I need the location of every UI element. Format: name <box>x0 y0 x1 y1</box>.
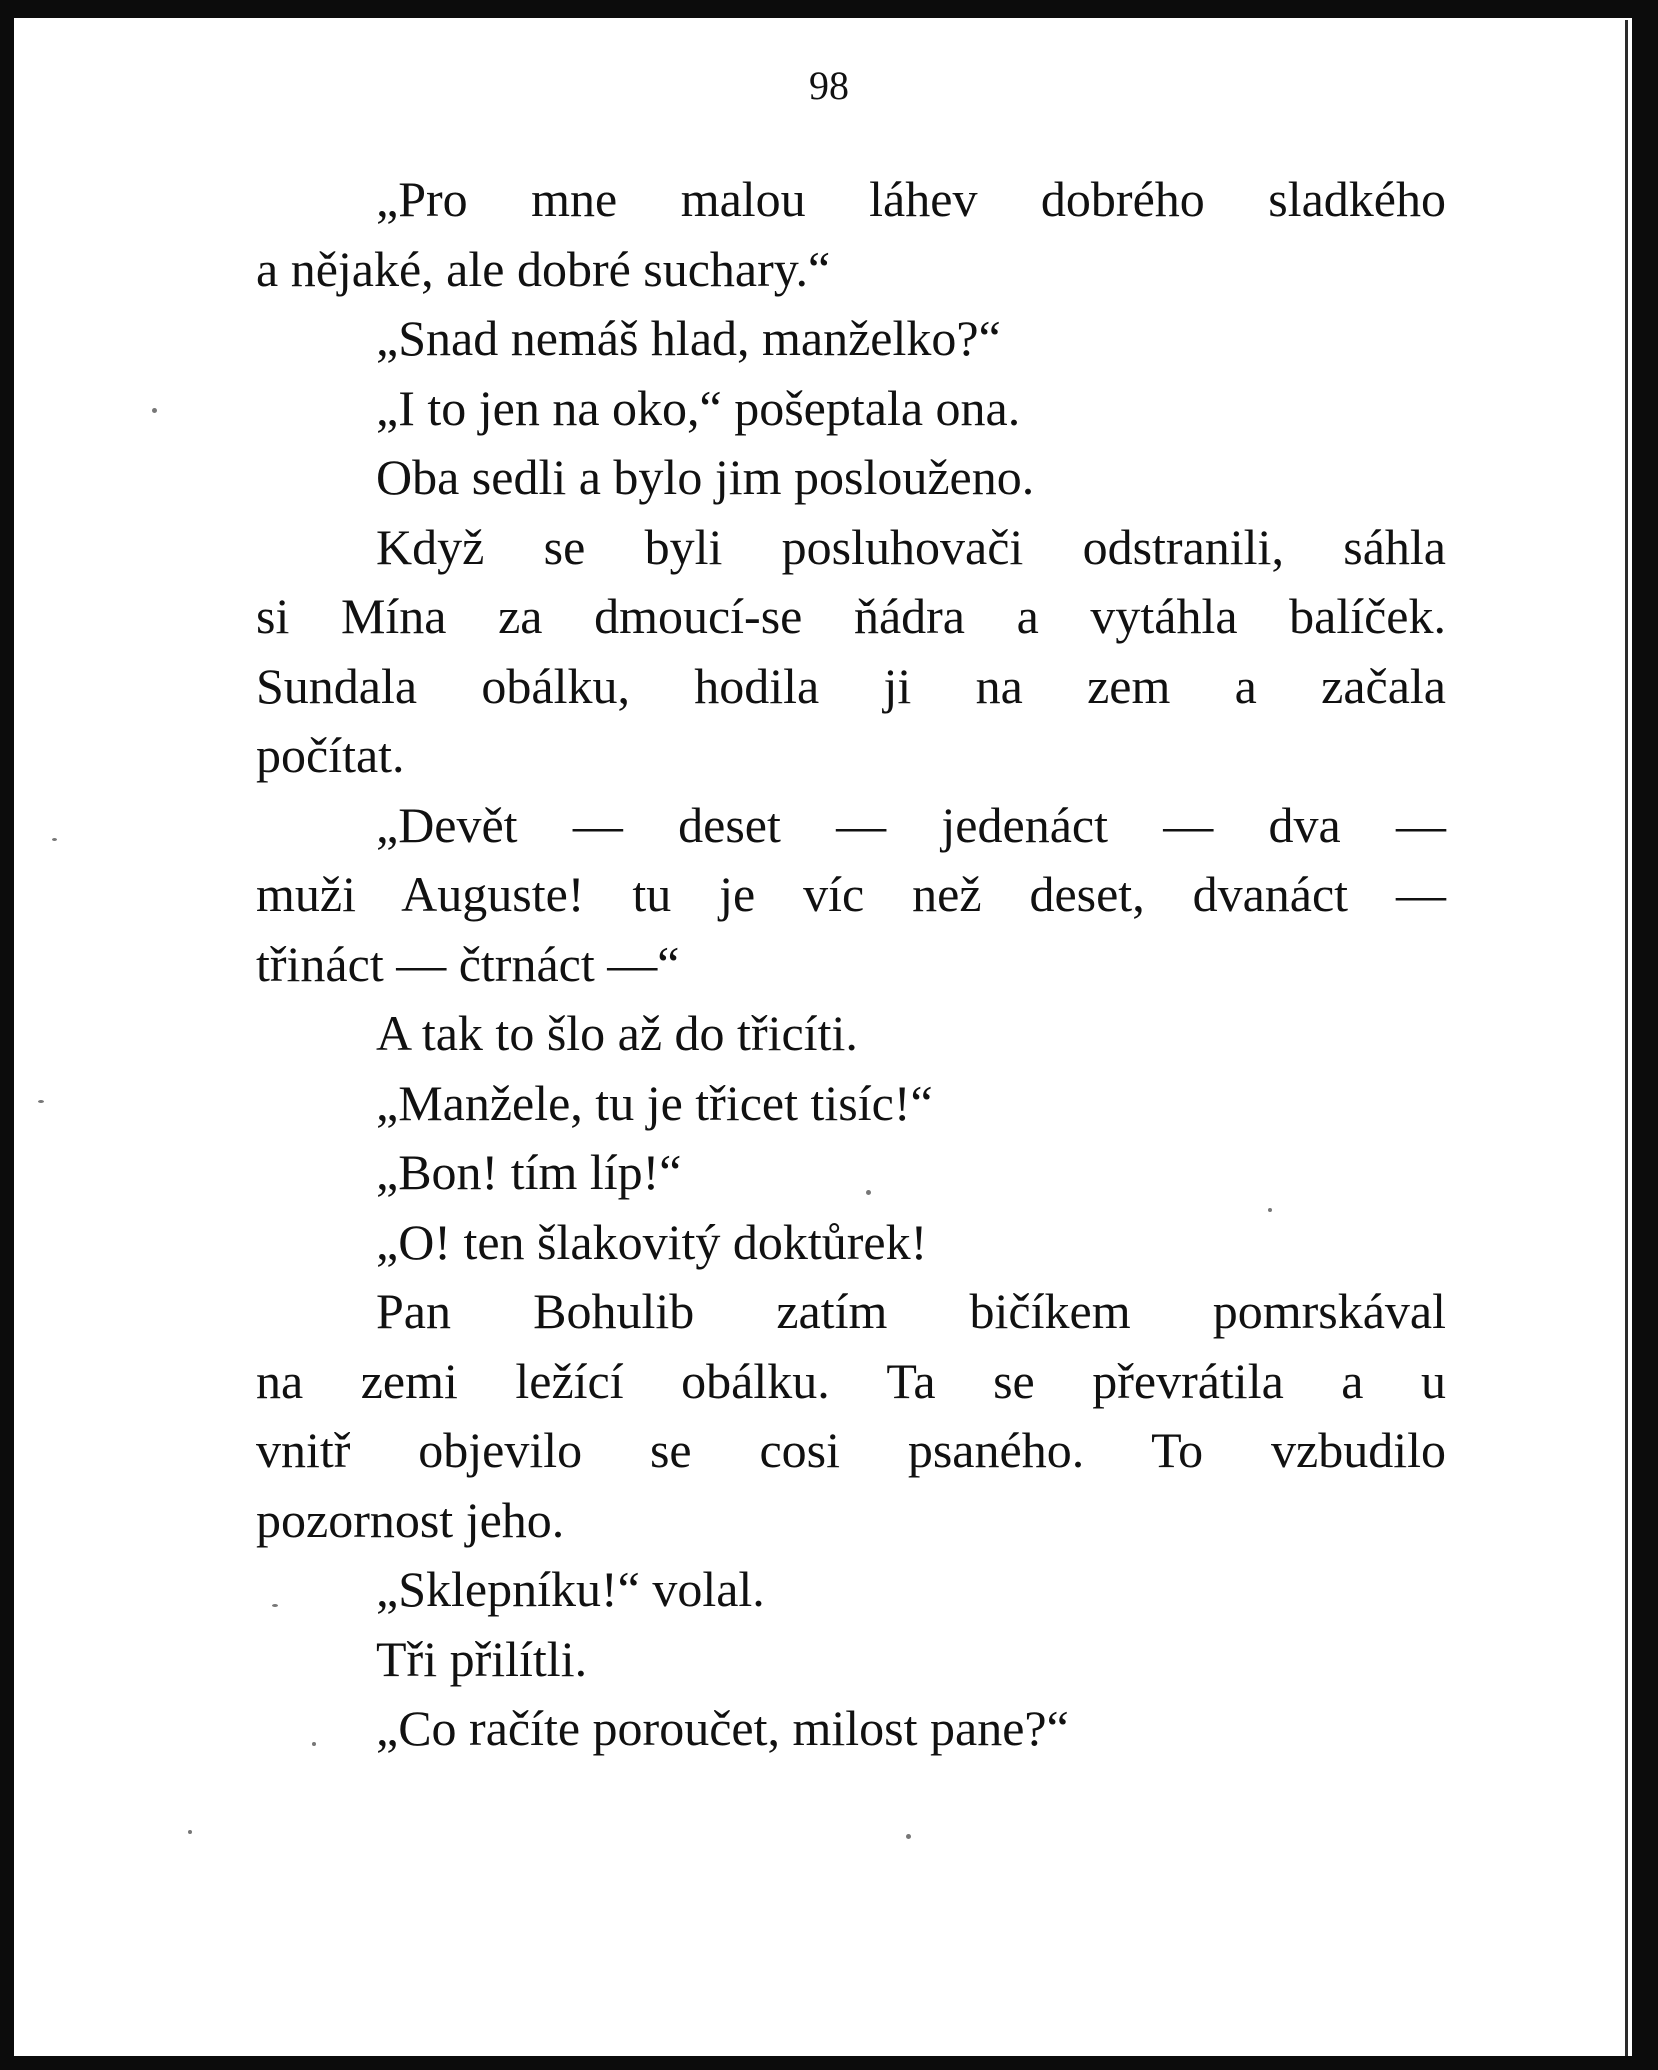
scan-speck <box>1268 1208 1272 1212</box>
text-line: Když se byli posluhovači odstranili, sáhla <box>376 518 1446 575</box>
text-line: třináct — čtrnáct —“ <box>256 935 680 992</box>
body-text <box>256 165 1446 1764</box>
text-line: muži Auguste! tu je víc než deset, dvanáct — <box>256 866 1446 922</box>
scan-speck <box>272 1604 278 1607</box>
text-line: si Mína za dmoucí-se ňádra a vytáhla balíček. <box>256 588 1446 644</box>
text-line: počítat. <box>256 727 405 783</box>
text-line: „Manžele, tu je třicet tisíc!“ <box>376 1074 933 1131</box>
scan-border-left <box>0 0 14 2070</box>
text-line: Pan Bohulib zatím bičíkem pomrskával <box>376 1283 1446 1339</box>
text-line: A tak to šlo až do třicíti. <box>376 1005 858 1061</box>
text-line: „Pro mne malou láhev dobrého sladkého <box>376 171 1446 227</box>
scan-border-bottom <box>0 2056 1658 2070</box>
text-line: a nějaké, ale dobré suchary.“ <box>256 240 831 297</box>
text-line: Sundala obálku, hodila ji na zem a začala <box>256 657 1446 714</box>
text-line: pozornost jeho. <box>256 1491 565 1548</box>
text-line: „Sklepníku!“ volal. <box>376 1561 765 1617</box>
scan-border-top <box>0 0 1658 18</box>
scan-speck <box>906 1834 911 1839</box>
scan-speck <box>38 1100 44 1103</box>
text-line: „I to jen na oko,“ pošeptala ona. <box>376 379 1021 436</box>
text-line: Oba sedli a bylo jim poslouženo. <box>376 449 1035 505</box>
scan-speck <box>866 1190 871 1195</box>
text-line: „Devět — deset — jedenáct — dva — <box>376 796 1446 853</box>
text-line: „Co račíte poroučet, milost pane?“ <box>376 1700 1069 1756</box>
scan-speck <box>188 1830 192 1834</box>
text-line: „O! ten šlakovitý doktůrek! <box>376 1213 928 1270</box>
scan-speck <box>152 408 157 413</box>
text-line: vnitř objevilo se cosi psaného. To vzbudilo <box>256 1422 1446 1478</box>
text-line: „Snad nemáš hlad, manželko?“ <box>376 310 1001 366</box>
scan-border-right <box>1632 0 1658 2070</box>
scan-speck <box>52 838 57 841</box>
page-number: 98 <box>809 63 849 108</box>
text-line: „Bon! tím líp!“ <box>376 1144 682 1200</box>
page-edge <box>1625 20 1628 2056</box>
scan-speck <box>312 1742 316 1746</box>
text-line: Tři přilítli. <box>376 1630 588 1687</box>
text-line: na zemi ležící obálku. Ta se převrátila a u <box>256 1352 1446 1409</box>
